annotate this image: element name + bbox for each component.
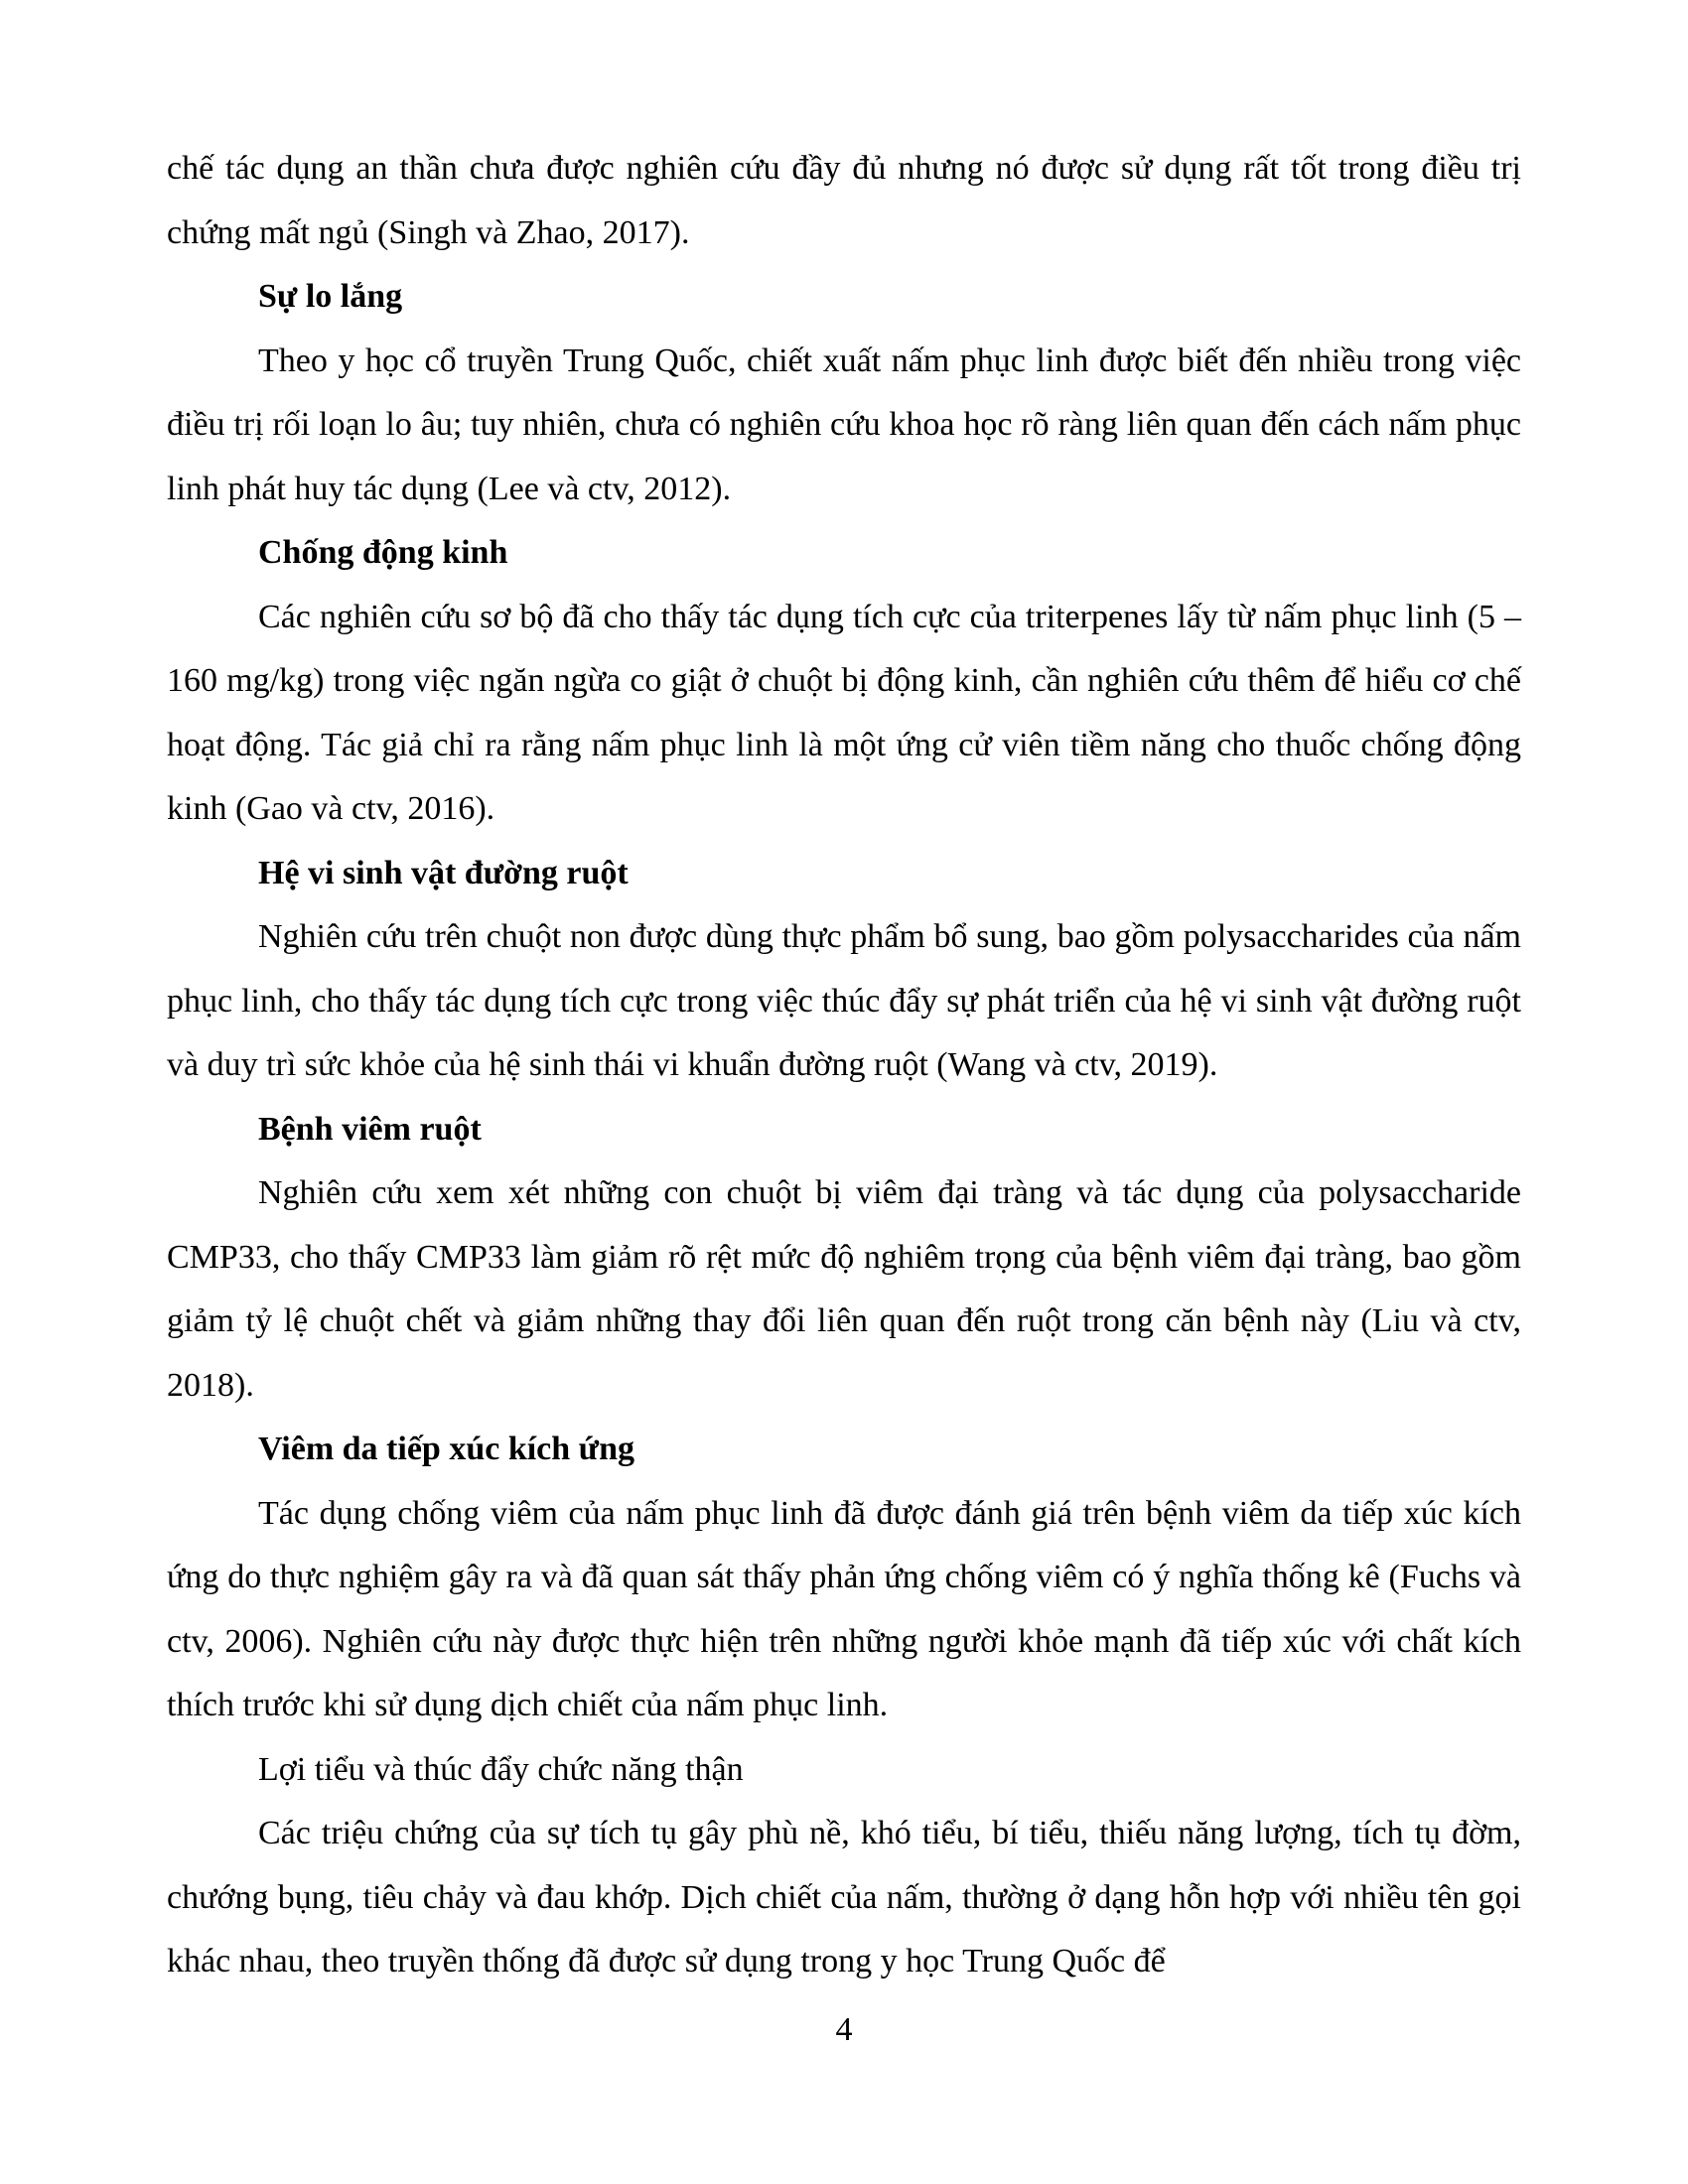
paragraph: Theo y học cổ truyền Trung Quốc, chiết xuất nấm phục linh được biết đến nhiều trong việc điều trị rối loạn lo âu; tuy nhiên, chưa có nghiên cứu khoa học rõ ràng liên quan đến cách nấm phục linh phát huy tác dụng (Lee và ctv, 2012). bbox=[167, 341, 1521, 507]
text-body bbox=[167, 137, 1521, 1994]
paragraph: Nghiên cứu xem xét những con chuột bị viêm đại tràng và tác dụng của polysaccharide CMP33, cho thấy CMP33 làm giảm rõ rệt mức độ nghiêm trọng của bệnh viêm đại tràng, bao gồm giảm tỷ lệ chuột chết và giảm những thay đổi liên quan đến ruột trong căn bệnh này (Liu và ctv, 2018). bbox=[167, 1174, 1521, 1404]
section-heading-benh-viem-ruot: Bệnh viêm ruột bbox=[258, 1110, 482, 1148]
section-heading-chong-dong-kinh: Chống động kinh bbox=[258, 534, 508, 571]
section-heading-viem-da-tiep-xuc-kich-ung: Viêm da tiếp xúc kích ứng bbox=[258, 1431, 634, 1467]
paragraph: Tác dụng chống viêm của nấm phục linh đã được đánh giá trên bệnh viêm da tiếp xúc kích ứng do thực nghiệm gây ra và đã quan sát thấy phản ứng chống viêm có ý nghĩa thống kê (Fuchs và ctv, 2006). Nghiên cứu này được thực hiện trên những người khỏe mạnh đã tiếp xúc với chất kích thích trước khi sử dụng dịch chiết của nấm phục linh. bbox=[167, 1494, 1521, 1723]
paragraph: Nghiên cứu trên chuột non được dùng thực phẩm bổ sung, bao gồm polysaccharides của nấm phục linh, cho thấy tác dụng tích cực trong việc thúc đẩy sự phát triển của hệ vi sinh vật đường ruột và duy trì sức khỏe của hệ sinh thái vi khuẩn đường ruột (Wang và ctv, 2019). bbox=[167, 918, 1521, 1083]
section-heading-loi-tieu: Lợi tiểu và thúc đẩy chức năng thận bbox=[258, 1750, 744, 1788]
section-heading-su-lo-lang: Sự lo lắng bbox=[258, 278, 403, 315]
section-heading-he-vi-sinh-vat-duong-ruot: Hệ vi sinh vật đường ruột bbox=[258, 854, 629, 891]
paragraph: Các triệu chứng của sự tích tụ gây phù nề, khó tiểu, bí tiểu, thiếu năng lượng, tích tụ đờm, chướng bụng, tiêu chảy và đau khớp. Dịch chiết của nấm, thường ở dạng hỗn hợp với nhiều tên gọi khác nhau, theo truyền thống đã được sử dụng trong y học Trung Quốc để bbox=[167, 1815, 1521, 1979]
paragraph: Các nghiên cứu sơ bộ đã cho thấy tác dụng tích cực của triterpenes lấy từ nấm phục linh (5 – 160 mg/kg) trong việc ngăn ngừa co giật ở chuột bị động kinh, cần nghiên cứu thêm để hiểu cơ chế hoạt động. Tác giả chỉ ra rằng nấm phục linh là một ứng cử viên tiềm năng cho thuốc chống động kinh (Gao và ctv, 2016). bbox=[167, 598, 1521, 827]
page-number: 4 bbox=[835, 2011, 853, 2048]
paragraph: chế tác dụng an thần chưa được nghiên cứu đầy đủ nhưng nó được sử dụng rất tốt trong điều trị chứng mất ngủ (Singh và Zhao, 2017). bbox=[167, 150, 1521, 251]
